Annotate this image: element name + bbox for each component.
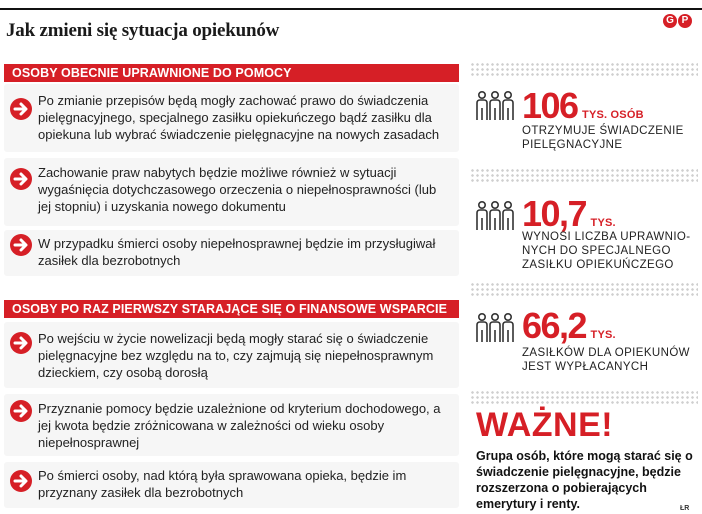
list-item: [4, 322, 459, 388]
stat-unit: TYS.: [590, 329, 616, 341]
list-item-text: Po zmianie przepisów będą mogły zachować prawo do świadczenia pielęgnacyjnego, specjalnego zasiłku opiekuńczego bądź zasiłku dla opiekuna lub wybrać świadczenie pielęgnacyjne na nowych zasadach: [38, 93, 440, 142]
stat-2: [522, 193, 616, 234]
list-item-text: Zachowanie praw nabytych będzie możliwe również w sytuacji wygaśnięcia dotychczasowego orzeczenia o niepełnosprawności (lub jej stopniu) i uzyskania nowego dokumentu: [38, 165, 437, 214]
list-item-text: Po śmierci osoby, nad którą była sprawowana opieka, będzie im przyznany zasiłek dla bezrobotnych: [38, 468, 407, 500]
list-item-text: W przypadku śmierci osoby niepełnosprawnej będzie im przysługiwał zasiłek dla bezrobotnych: [38, 236, 436, 268]
stat-number: 106: [522, 85, 578, 126]
stat-desc-line: JEST WYPŁACANYCH: [522, 361, 649, 373]
list-item: [4, 230, 459, 276]
important-text: Grupa osób, które mogą starać się o świadczenie pielęgnacyjne, będzie rozszerzona o pobierających emerytury i renty.: [476, 449, 693, 511]
stat-desc-line: WYNOSI LICZBA UPRAWNIO-: [522, 231, 691, 243]
logo-letter-g: G: [663, 14, 677, 28]
stat-3: [522, 305, 616, 346]
stat-desc-line: NYCH DO SPECJALNEGO: [522, 245, 671, 257]
stat-description: [522, 230, 691, 272]
stat-number: 66,2: [522, 305, 587, 346]
page-title: Jak zmieni się sytuacja opiekunów: [6, 20, 280, 41]
dotted-divider: [470, 282, 698, 298]
list-item: [4, 158, 459, 226]
logo-letter-p: P: [678, 14, 692, 28]
arrow-right-icon: [10, 98, 32, 120]
arrow-right-icon: [10, 234, 32, 256]
people-icon: [474, 200, 516, 232]
stat-description: [522, 346, 690, 374]
list-item-text: Przyznanie pomocy będzie uzależnione od kryterium dochodowego, a jej kwota będzie zróżnicowana w zależności od wieku osoby niepełnosprawnej: [38, 401, 441, 450]
stat-desc-line: ZASIŁKU OPIEKUŃCZEGO: [522, 259, 674, 271]
publisher-logo: [663, 14, 692, 28]
stat-description: [522, 124, 684, 152]
list-item: [4, 462, 459, 508]
list-item: [4, 84, 459, 152]
stat-desc-line: PIELĘGNACYJNE: [522, 139, 623, 151]
stat-unit: TYS. OSÓB: [582, 109, 644, 121]
stat-1: [522, 85, 644, 126]
important-heading: WAŻNE!: [476, 406, 614, 444]
dotted-divider: [470, 62, 698, 78]
arrow-right-icon: [10, 470, 32, 492]
dotted-divider: [470, 168, 698, 184]
section2-banner: OSOBY PO RAZ PIERWSZY STARAJĄCE SIĘ O FINANSOWE WSPARCIE: [4, 300, 459, 318]
arrow-right-icon: [10, 168, 32, 190]
section1-banner: OSOBY OBECNIE UPRAWNIONE DO POMOCY: [4, 64, 459, 82]
stat-unit: TYS.: [590, 217, 616, 229]
list-item: [4, 394, 459, 456]
people-icon: [474, 90, 516, 122]
list-item-text: Po wejściu w życie nowelizacji będą mogły starać się o świadczenie pielęgnacyjne bez względu na to, czy zajmują się niepełnosprawnym dzieckiem, czy osobą dorosłą: [38, 331, 434, 380]
dotted-divider: [470, 390, 698, 406]
stat-desc-line: ZASIŁKÓW DLA OPIEKUNÓW: [522, 347, 690, 359]
author-credit: ŁR: [680, 505, 690, 512]
people-icon: [474, 312, 516, 344]
arrow-right-icon: [10, 400, 32, 422]
top-rule: [0, 8, 702, 10]
stat-desc-line: OTRZYMUJE ŚWIADCZENIE: [522, 125, 684, 137]
arrow-right-icon: [10, 332, 32, 354]
stat-number: 10,7: [522, 193, 587, 234]
